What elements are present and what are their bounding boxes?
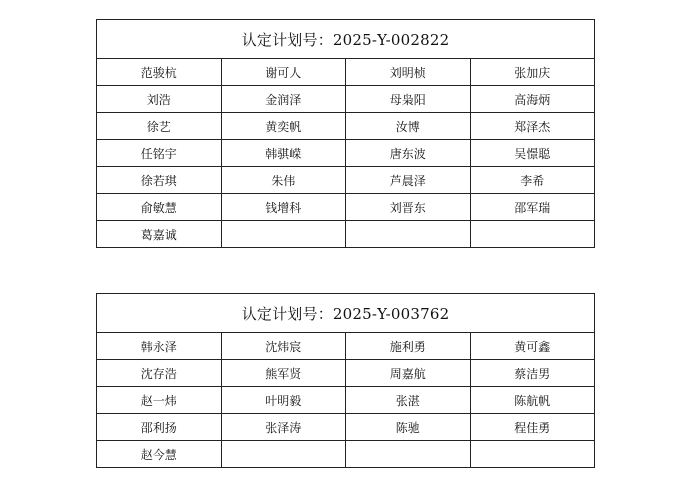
empty-cell bbox=[346, 221, 471, 248]
name-cell: 熊军贤 bbox=[221, 360, 346, 387]
table-title: 认定计划号：2025-Y-002822 bbox=[97, 20, 595, 59]
name-cell: 范骏杭 bbox=[97, 59, 222, 86]
plan-table-1 bbox=[96, 19, 595, 248]
name-cell: 汝博 bbox=[346, 113, 471, 140]
name-cell: 邵军瑞 bbox=[470, 194, 595, 221]
name-cell: 陈驰 bbox=[346, 414, 471, 441]
name-cell: 韩骐嵘 bbox=[221, 140, 346, 167]
name-cell: 刘明桢 bbox=[346, 59, 471, 86]
name-cell: 唐东波 bbox=[346, 140, 471, 167]
name-cell: 朱伟 bbox=[221, 167, 346, 194]
empty-cell bbox=[470, 221, 595, 248]
table-row bbox=[97, 360, 595, 387]
name-cell: 谢可人 bbox=[221, 59, 346, 86]
empty-cell bbox=[221, 441, 346, 468]
table-row bbox=[97, 221, 595, 248]
table-row bbox=[97, 414, 595, 441]
name-cell: 施利勇 bbox=[346, 333, 471, 360]
table-row bbox=[97, 194, 595, 221]
name-cell: 赵今慧 bbox=[97, 441, 222, 468]
name-cell: 赵一炜 bbox=[97, 387, 222, 414]
table-title-row bbox=[97, 20, 595, 59]
table-row bbox=[97, 86, 595, 113]
name-cell: 郑泽杰 bbox=[470, 113, 595, 140]
name-cell: 张湛 bbox=[346, 387, 471, 414]
name-cell: 黄奕帆 bbox=[221, 113, 346, 140]
empty-cell bbox=[221, 221, 346, 248]
name-cell: 沈存浩 bbox=[97, 360, 222, 387]
name-cell: 张泽涛 bbox=[221, 414, 346, 441]
name-cell: 张加庆 bbox=[470, 59, 595, 86]
name-cell: 刘晋东 bbox=[346, 194, 471, 221]
name-cell: 刘浩 bbox=[97, 86, 222, 113]
table-row bbox=[97, 59, 595, 86]
name-cell: 金润泽 bbox=[221, 86, 346, 113]
empty-cell bbox=[470, 441, 595, 468]
name-cell: 李希 bbox=[470, 167, 595, 194]
table-title-row bbox=[97, 294, 595, 333]
name-cell: 葛嘉诚 bbox=[97, 221, 222, 248]
name-cell: 叶明毅 bbox=[221, 387, 346, 414]
name-cell: 徐若琪 bbox=[97, 167, 222, 194]
name-cell: 母枭阳 bbox=[346, 86, 471, 113]
name-cell: 陈航帆 bbox=[470, 387, 595, 414]
name-cell: 高海炳 bbox=[470, 86, 595, 113]
plan-table-2 bbox=[96, 293, 595, 468]
table-row bbox=[97, 333, 595, 360]
name-cell: 黄可鑫 bbox=[470, 333, 595, 360]
table-row bbox=[97, 167, 595, 194]
name-cell: 沈炜宸 bbox=[221, 333, 346, 360]
name-cell: 任铭宇 bbox=[97, 140, 222, 167]
name-cell: 蔡洁男 bbox=[470, 360, 595, 387]
name-cell: 周嘉航 bbox=[346, 360, 471, 387]
name-cell: 俞敏慧 bbox=[97, 194, 222, 221]
name-cell: 吴憬聪 bbox=[470, 140, 595, 167]
table-row bbox=[97, 387, 595, 414]
name-cell: 邵利扬 bbox=[97, 414, 222, 441]
name-cell: 钱增科 bbox=[221, 194, 346, 221]
table-row bbox=[97, 113, 595, 140]
table-row bbox=[97, 441, 595, 468]
empty-cell bbox=[346, 441, 471, 468]
table-row bbox=[97, 140, 595, 167]
name-cell: 韩永泽 bbox=[97, 333, 222, 360]
table-title: 认定计划号：2025-Y-003762 bbox=[97, 294, 595, 333]
name-cell: 徐艺 bbox=[97, 113, 222, 140]
name-cell: 芦晨泽 bbox=[346, 167, 471, 194]
name-cell: 程佳勇 bbox=[470, 414, 595, 441]
